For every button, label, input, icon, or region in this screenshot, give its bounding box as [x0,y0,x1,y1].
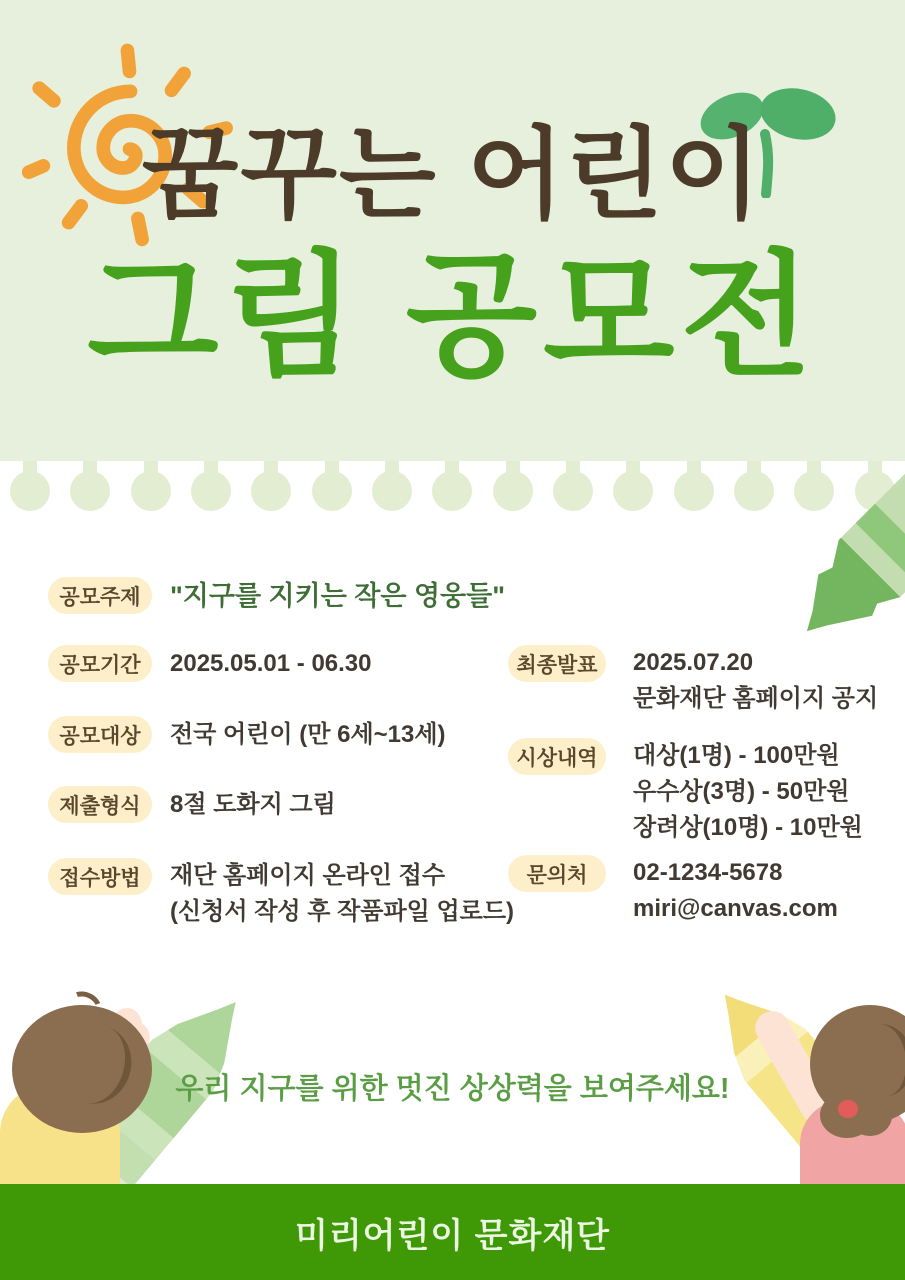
contact-label-pill: 문의처 [508,855,606,892]
theme-label-pill: 공모주제 [48,577,152,614]
scallop-drop [10,461,50,513]
scallop-drop [372,461,412,513]
scallop-drop [794,461,834,513]
scallop-drop [613,461,653,513]
scallop-drop [312,461,352,513]
awards-value [633,738,863,846]
theme-value: "지구를 지키는 작은 영웅들" [170,581,506,611]
scallop-drop [131,461,171,513]
poster-title-line2: 그림 공모전 [87,240,818,392]
announce-line2: 문화재단 홈페이지 공지 [633,685,879,712]
info-row-target [48,716,446,753]
apply-line1: 재단 홈페이지 온라인 접수 [170,862,446,889]
target-label-pill: 공모대상 [48,716,152,753]
announce-value [633,645,878,717]
target-value: 전국 어린이 (만 6세~13세) [170,721,446,748]
poster-tagline: 우리 지구를 위한 멋진 상상력을 보여주세요! [175,1073,730,1105]
info-row-format [48,786,336,823]
scallop-drop [674,461,714,513]
contact-value [633,855,838,927]
info-row-awards [508,738,863,846]
period-value: 2025.05.01 - 06.30 [170,650,372,677]
apply-value [170,858,514,930]
scallop-drop [191,461,231,513]
awards-line3: 장려상(10명) - 10만원 [633,814,863,841]
apply-line2: (신청서 작성 후 작품파일 업로드) [170,898,515,925]
contact-line1: 02-1234-5678 [633,859,783,886]
awards-line1: 대상(1명) - 100만원 [633,742,840,769]
info-row-contact [508,855,838,927]
scallop-drop [493,461,533,513]
footer-bar [0,1184,905,1280]
awards-label-pill: 시상내역 [508,738,606,775]
awards-line2: 우수상(3명) - 50만원 [633,778,850,805]
info-row-theme [48,577,505,615]
contact-line2: miri@canvas.com [633,895,838,922]
format-value: 8절 도화지 그림 [170,791,336,818]
hero-section [0,0,905,461]
child-hand [757,1012,787,1046]
info-row-announce [508,645,878,717]
red-hair-tie [838,1100,858,1118]
apply-label-pill: 접수방법 [48,858,152,895]
scallop-drop [553,461,593,513]
scallop-drop [70,461,110,513]
announce-label-pill: 최종발표 [508,645,606,682]
announce-line1: 2025.07.20 [633,649,754,676]
format-label-pill: 제출형식 [48,786,152,823]
poster-title-line1: 꿈꾸는 어린이 [141,119,764,231]
info-row-apply [48,858,514,930]
period-label-pill: 공모기간 [48,645,152,682]
info-row-period [48,645,372,682]
scallop-border [0,461,905,513]
scallop-drop [432,461,472,513]
footer-organization: 미리어린이 문화재단 [294,1216,611,1255]
scallop-drop [734,461,774,513]
scallop-drop [251,461,291,513]
